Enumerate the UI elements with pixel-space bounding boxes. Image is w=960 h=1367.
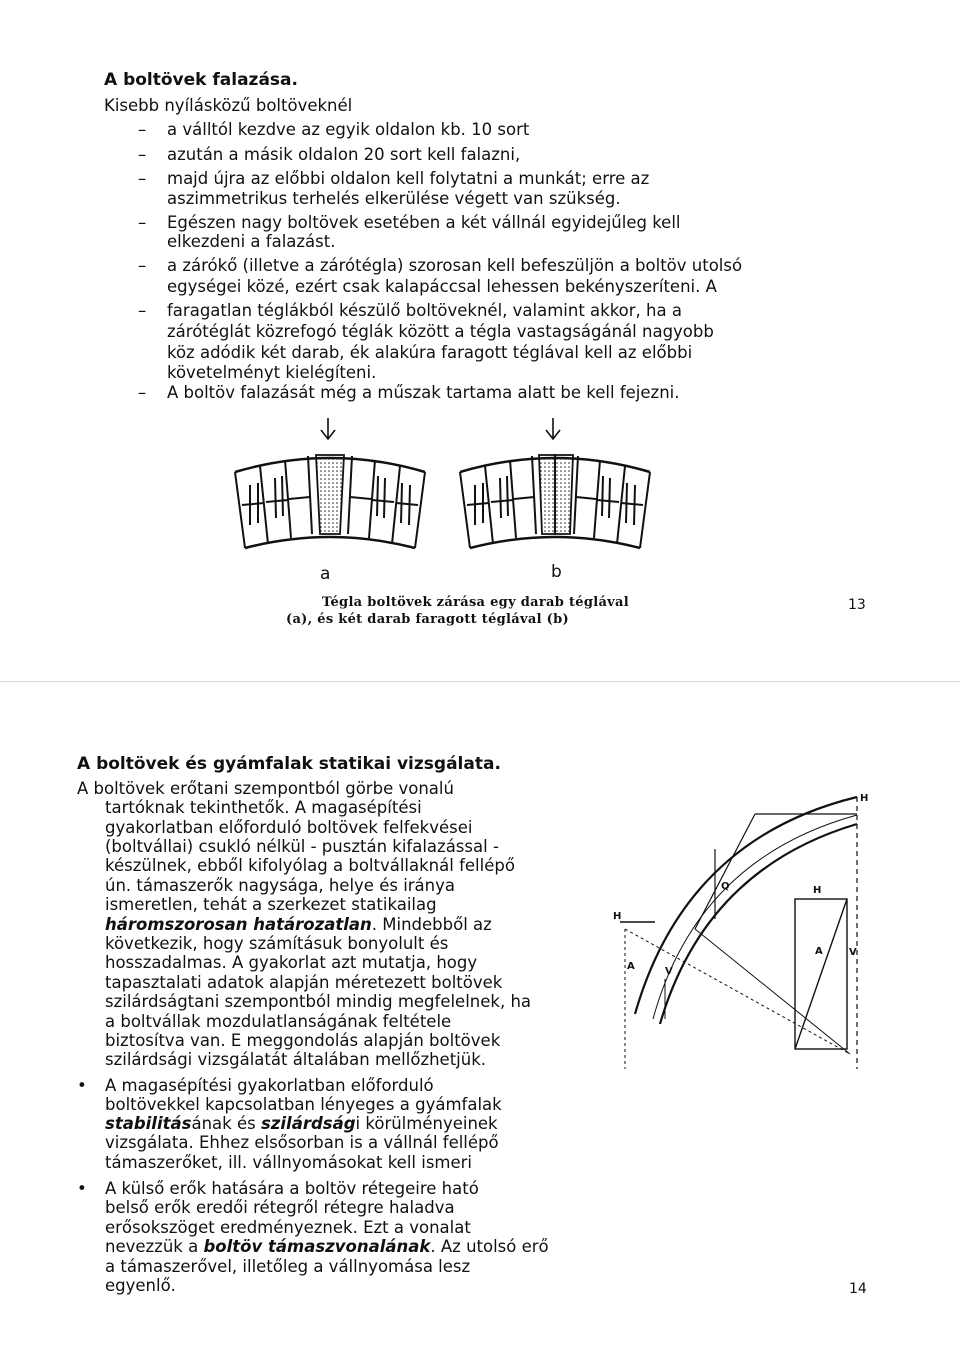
body-line: (boltvállai) csukló nélkül - pusztán kifalazással - — [105, 837, 499, 856]
figure-caption-line2: (a), és két darab faragott téglával (b) — [286, 612, 569, 627]
body-line: következik, hogy számításuk bonyolult és — [105, 934, 449, 953]
body-text: . Az utolsó erő — [430, 1237, 549, 1256]
page-number: 14 — [849, 1281, 867, 1297]
dash-marker: – — [138, 120, 147, 139]
dash-marker: – — [138, 145, 147, 164]
body-line: készülnek, ebből kifolyólag a boltvállaknál fellépő — [105, 856, 515, 875]
slide-divider — [0, 681, 960, 682]
list-item-text: aszimmetrikus terhelés elkerülése végett van szükség. — [167, 189, 621, 208]
bullet-line: belső erők eredői rétegről rétegre haladva — [105, 1198, 455, 1217]
slide-13 — [0, 0, 960, 680]
bullet-line: boltövekkel kapcsolatban lényeges a gyámfalak — [105, 1095, 502, 1114]
slide-14 — [0, 684, 960, 1367]
body-line: biztosítva van. E meggondolás alapján boltövek — [105, 1031, 501, 1050]
bullet-line: a támaszerővel, illetőleg a vállnyomása lesz — [105, 1257, 471, 1276]
list-item-text: egységei közé, ezért csak kalapáccsal lehessen bekényszeríteni. A — [167, 277, 717, 296]
bullet-line: erősokszöget eredményeznek. Ezt a vonalat — [105, 1218, 471, 1237]
body-text: ának és — [191, 1114, 261, 1133]
load-arrow-icon — [321, 418, 560, 439]
figure-label-b: b — [551, 562, 562, 582]
bullet-line: támaszerőket, ill. vállnyomásokat kell ismeri — [105, 1153, 473, 1172]
list-item-text: elkezdeni a falazást. — [167, 232, 336, 251]
diagram-label: V — [665, 966, 673, 977]
diagram-label: Q — [721, 881, 730, 892]
body-line: ún. támaszerők nagysága, helye és iránya — [105, 876, 456, 895]
arch-statics-diagram — [605, 779, 880, 1079]
dash-marker: – — [138, 301, 147, 320]
body-text: . Mindebből az — [371, 915, 492, 934]
list-item-text: a zárókő (illetve a zárótégla) szorosan kell befeszüljön a boltöv utolsó — [167, 256, 743, 275]
list-item-text: faragatlan téglákból készülő boltöveknél, valamint akkor, ha a — [167, 301, 682, 320]
list-item-text: zárótéglát közrefogó téglák között a tégla vastagságánál nagyobb — [167, 322, 714, 341]
diagram-label: A — [627, 961, 635, 972]
bullet-line: egyenlő. — [105, 1276, 176, 1295]
dash-marker: – — [138, 213, 147, 232]
body-text: i körülményeinek — [355, 1114, 498, 1133]
body-line: A boltövek erőtani szempontból görbe vonalú — [77, 779, 454, 798]
bullet-line-emphasis — [105, 1113, 498, 1134]
bullet-marker: • — [77, 1179, 87, 1198]
bullet-line-emphasis — [105, 1236, 549, 1257]
body-line-emphasis — [105, 914, 492, 935]
emphasis-text: szilárdság — [260, 1114, 356, 1133]
body-text: nevezzük a — [105, 1237, 204, 1256]
bullet-line: A magasépítési gyakorlatban előforduló — [105, 1076, 434, 1095]
body-line: a boltvállak mozdulatlanságának feltétele — [105, 1012, 452, 1031]
bullet-marker: • — [77, 1076, 87, 1095]
diagram-label: H — [613, 911, 622, 922]
list-item-text: A boltöv falazását még a műszak tartama alatt be kell fejezni. — [167, 383, 680, 402]
body-line: tartóknak tekinthetők. A magasépítési — [105, 798, 422, 817]
bullet-line: vizsgálata. Ehhez elsősorban is a vállnál fellépő — [105, 1133, 499, 1152]
slide-title: A boltövek falazása. — [104, 70, 298, 90]
page-number: 13 — [848, 597, 866, 613]
diagram-label: H — [860, 793, 869, 804]
diagram-label: V — [849, 947, 857, 958]
list-item-text: követelményt kielégíteni. — [167, 363, 377, 382]
figure-caption-line1: Tégla boltövek zárása egy darab téglával — [322, 595, 629, 610]
emphasis-text: stabilitás — [105, 1114, 192, 1133]
key-brick-b-left — [539, 455, 555, 534]
body-line: szilárdsági vizsgálatát általában mellőzhetjük. — [105, 1050, 487, 1069]
list-item-text: majd újra az előbbi oldalon kell folytatni a munkát; erre az — [167, 169, 650, 188]
list-item-text: a válltól kezdve az egyik oldalon kb. 10 sort — [167, 120, 530, 139]
body-line: gyakorlatban előforduló boltövek felfekvései — [105, 818, 473, 837]
emphasis-text: háromszorosan határozatlan — [105, 915, 372, 934]
key-brick-b-right — [555, 455, 573, 534]
body-line: hosszadalmas. A gyakorlat azt mutatja, hogy — [105, 953, 478, 972]
slide-title: A boltövek és gyámfalak statikai vizsgálata. — [77, 754, 501, 774]
figure-label-a: a — [320, 564, 331, 584]
intro-text: Kisebb nyílásközű boltöveknél — [104, 96, 353, 115]
key-brick-a — [316, 455, 344, 534]
body-line: szilárdságtani szempontból mindig megfelelnek, ha — [105, 992, 532, 1011]
bullet-line: A külső erők hatására a boltöv rétegeire ható — [105, 1179, 479, 1198]
body-line: tapasztalati adatok alapján méretezett boltövek — [105, 973, 503, 992]
dash-marker: – — [138, 169, 147, 188]
list-item-text: köz adódik két darab, ék alakúra faragott téglával kell az előbbi — [167, 343, 693, 362]
diagram-label: H — [813, 885, 822, 896]
body-line: ismeretlen, tehát a szerkezet statikailag — [105, 895, 437, 914]
diagram-label: A — [815, 946, 823, 957]
list-item-text: azután a másik oldalon 20 sort kell falazni, — [167, 145, 521, 164]
list-item-text: Egészen nagy boltövek esetében a két vállnál egyidejűleg kell — [167, 213, 681, 232]
dash-marker: – — [138, 256, 147, 275]
emphasis-text: boltöv támaszvonalának — [203, 1237, 431, 1256]
dash-marker: – — [138, 383, 147, 402]
